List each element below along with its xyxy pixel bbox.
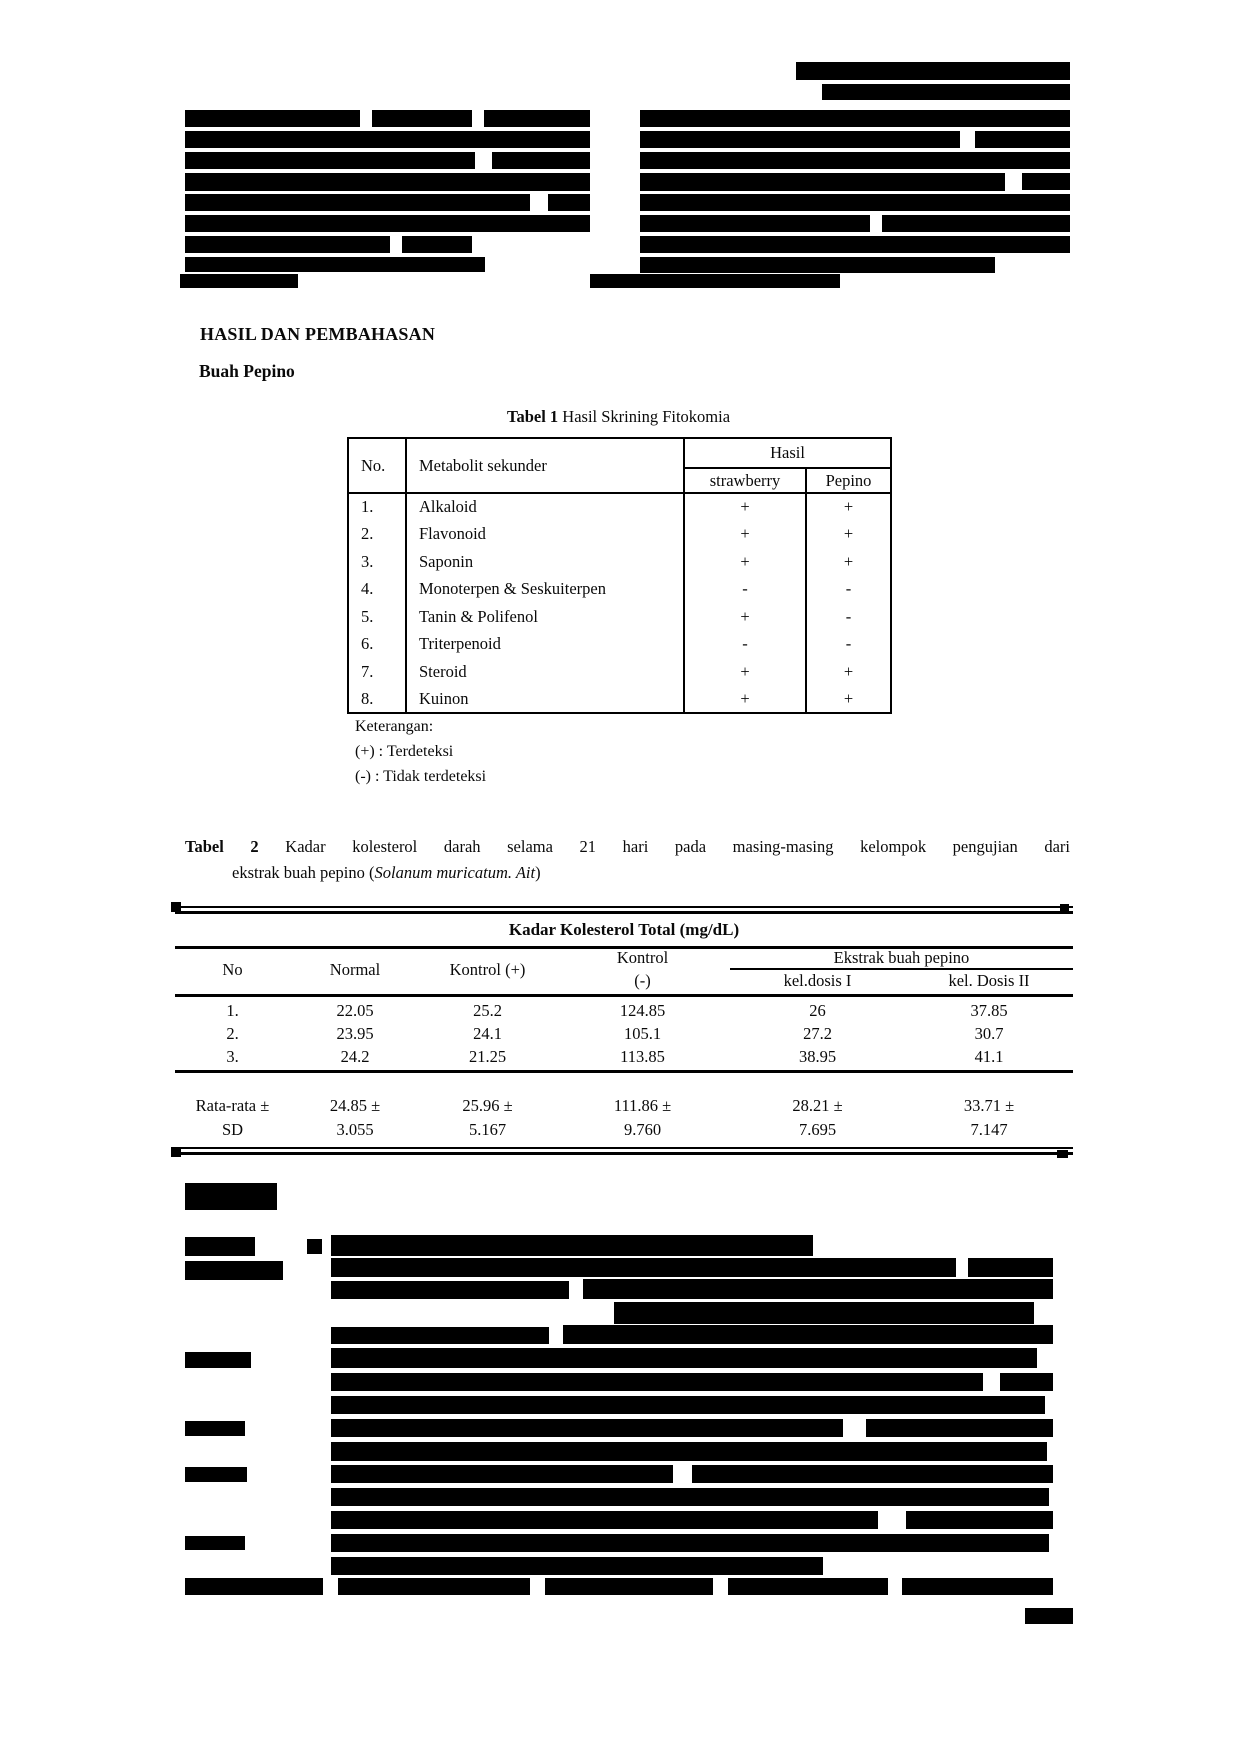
redacted-text bbox=[640, 215, 870, 232]
t2-summary-mean: 25.96 ± bbox=[462, 1096, 513, 1115]
table-row bbox=[348, 521, 891, 549]
redacted-text bbox=[583, 1279, 1053, 1299]
t2-cell: 1. bbox=[226, 1001, 239, 1020]
table2-bottom-rule-thick bbox=[175, 1152, 1073, 1155]
redacted-text bbox=[484, 110, 590, 127]
table-row bbox=[348, 686, 891, 714]
t2-header-dosis2: kel. Dosis II bbox=[948, 971, 1030, 990]
redacted-text bbox=[331, 1281, 569, 1299]
table-row bbox=[348, 493, 891, 521]
table-row bbox=[348, 658, 891, 686]
t1-cell-pepino: + bbox=[806, 686, 891, 714]
t1-cell-metabolite: Flavonoid bbox=[406, 521, 684, 549]
t1-cell-no: 3. bbox=[348, 548, 406, 576]
redacted-text bbox=[906, 1511, 1053, 1529]
table-row bbox=[175, 999, 1073, 1022]
t1-cell-strawberry: + bbox=[684, 658, 806, 686]
table-row bbox=[175, 1045, 1073, 1068]
table1-caption-label: Tabel 1 bbox=[506, 407, 559, 426]
t1-header-strawberry: strawberry bbox=[684, 468, 806, 493]
t2-cell: 22.05 bbox=[336, 1001, 374, 1020]
table1-note-minus: (-) : Tidak terdeteksi bbox=[355, 768, 487, 785]
redacted-text bbox=[185, 1352, 251, 1368]
t2-summary-dosis1 bbox=[730, 1094, 905, 1142]
redacted-text bbox=[185, 257, 485, 272]
t2-cell: 3. bbox=[226, 1047, 239, 1066]
redacted-text bbox=[563, 1325, 1053, 1344]
redacted-text bbox=[402, 236, 472, 253]
redacted-text bbox=[185, 1237, 255, 1256]
redacted-text bbox=[331, 1419, 843, 1437]
redacted-text bbox=[1000, 1373, 1053, 1391]
t1-cell-pepino: - bbox=[806, 576, 891, 604]
species-name-italic: Solanum muricatum. Ait bbox=[374, 863, 536, 882]
redacted-text bbox=[185, 152, 475, 169]
t1-cell-strawberry: + bbox=[684, 493, 806, 521]
table1-note-plus: (+) : Terdeteksi bbox=[355, 743, 454, 760]
redacted-text bbox=[545, 1578, 713, 1595]
redacted-text bbox=[185, 1467, 247, 1482]
t2-header-kontrol-plus: Kontrol (+) bbox=[449, 960, 526, 979]
t1-cell-metabolite: Tanin & Polifenol bbox=[406, 603, 684, 631]
t1-cell-pepino: + bbox=[806, 493, 891, 521]
t1-cell-pepino: + bbox=[806, 658, 891, 686]
table2-title: Kadar Kolesterol Total (mg/dL) bbox=[508, 920, 740, 939]
redacted-text bbox=[331, 1348, 1037, 1368]
table2-caption-line1 bbox=[185, 834, 1070, 860]
t2-header-kontrol-minus-line2: (-) bbox=[634, 971, 651, 990]
redacted-text bbox=[492, 152, 590, 169]
table2-caption-label: Tabel 2 bbox=[185, 837, 259, 856]
t2-summary-label bbox=[175, 1094, 290, 1142]
redacted-text bbox=[331, 1488, 1049, 1506]
t2-header-ekstrak-group: Ekstrak buah pepino bbox=[833, 948, 970, 967]
redacted-text bbox=[882, 215, 1070, 232]
t2-cell: 30.7 bbox=[974, 1024, 1004, 1043]
t2-cell: 37.85 bbox=[970, 1001, 1008, 1020]
t2-header-normal: Normal bbox=[329, 960, 381, 979]
redacted-text bbox=[185, 1183, 277, 1210]
t1-cell-no: 1. bbox=[348, 493, 406, 521]
table2-rule-under-header bbox=[175, 994, 1073, 997]
t2-cell: 27.2 bbox=[803, 1024, 832, 1043]
t1-cell-metabolite: Kuinon bbox=[406, 686, 684, 714]
t2-summary-sd: 3.055 bbox=[336, 1120, 374, 1139]
redacted-text bbox=[185, 1421, 245, 1436]
table-row bbox=[348, 576, 891, 604]
t1-cell-pepino: - bbox=[806, 631, 891, 659]
t2-cell: 2. bbox=[226, 1024, 239, 1043]
redacted-text bbox=[307, 1239, 322, 1254]
redacted-text bbox=[331, 1396, 1045, 1414]
redacted-text bbox=[185, 1578, 323, 1595]
redacted-text bbox=[331, 1235, 813, 1256]
t2-summary-mean: 24.85 ± bbox=[329, 1096, 381, 1115]
t1-cell-metabolite: Saponin bbox=[406, 548, 684, 576]
t1-cell-metabolite: Triterpenoid bbox=[406, 631, 684, 659]
t1-cell-no: 2. bbox=[348, 521, 406, 549]
t1-cell-strawberry: - bbox=[684, 631, 806, 659]
table2-kolesterol bbox=[175, 900, 1073, 1162]
table2-bottom-rule-thin bbox=[175, 1147, 1073, 1149]
t1-cell-pepino: - bbox=[806, 603, 891, 631]
redacted-text bbox=[331, 1557, 823, 1575]
t2-cell: 105.1 bbox=[623, 1024, 662, 1043]
t2-summary-mean: 28.21 ± bbox=[792, 1096, 843, 1115]
redacted-text bbox=[185, 236, 390, 253]
t1-header-hasil: Hasil bbox=[684, 438, 891, 468]
t1-cell-strawberry: + bbox=[684, 603, 806, 631]
table2-top-rule-thick bbox=[175, 911, 1073, 914]
t2-summary-sd: 9.760 bbox=[623, 1120, 662, 1139]
t2-summary-sd: 7.147 bbox=[970, 1120, 1008, 1139]
t2-cell: 26 bbox=[809, 1001, 826, 1020]
redacted-text bbox=[902, 1578, 1053, 1595]
t2-summary-normal bbox=[290, 1094, 420, 1142]
redacted-text bbox=[331, 1465, 673, 1483]
t1-cell-metabolite: Alkaloid bbox=[406, 493, 684, 521]
t2-summary-kontrol-plus bbox=[420, 1094, 555, 1142]
table1-skrining-fitokimia bbox=[347, 437, 892, 714]
subsection-heading: Buah Pepino bbox=[199, 361, 295, 381]
table2-caption-line2-text: ekstrak buah pepino ( bbox=[232, 863, 375, 882]
redacted-text bbox=[331, 1373, 983, 1391]
t2-header-dosis1: kel.dosis I bbox=[783, 971, 852, 990]
t2-cell: 24.2 bbox=[340, 1047, 370, 1066]
t1-cell-strawberry: + bbox=[684, 521, 806, 549]
redacted-text bbox=[185, 215, 590, 232]
t2-summary-dosis2 bbox=[905, 1094, 1073, 1142]
t2-summary-mean: 111.86 ± bbox=[613, 1096, 672, 1115]
t2-cell: 24.1 bbox=[473, 1024, 502, 1043]
redacted-text bbox=[548, 194, 590, 211]
t2-cell: 41.1 bbox=[974, 1047, 1004, 1066]
table1-caption bbox=[347, 407, 890, 427]
t1-cell-no: 8. bbox=[348, 686, 406, 714]
redacted-text bbox=[692, 1465, 1053, 1483]
redacted-text bbox=[640, 236, 1070, 253]
table2-caption-text: Kadar kolesterol darah selama 21 hari pada masing-masing kelompok pengujian dari bbox=[258, 837, 1071, 856]
redacted-text bbox=[331, 1534, 1049, 1552]
redacted-text bbox=[331, 1327, 549, 1344]
redacted-text bbox=[640, 194, 1070, 211]
t1-cell-no: 7. bbox=[348, 658, 406, 686]
t2-cell: 113.85 bbox=[620, 1047, 665, 1066]
t2-summary-label-line2: SD bbox=[221, 1120, 244, 1139]
redacted-text bbox=[185, 194, 530, 211]
redacted-text bbox=[180, 274, 298, 288]
redacted-text bbox=[640, 110, 1070, 127]
table-row bbox=[348, 548, 891, 576]
t2-summary-kontrol-minus bbox=[555, 1094, 730, 1142]
t2-summary-mean: 33.71 ± bbox=[963, 1096, 1015, 1115]
redacted-text bbox=[590, 274, 840, 288]
t2-cell: 25.2 bbox=[473, 1001, 502, 1020]
t2-cell: 23.95 bbox=[336, 1024, 374, 1043]
redacted-text bbox=[1022, 173, 1070, 190]
t1-cell-metabolite: Monoterpen & Seskuiterpen bbox=[406, 576, 684, 604]
redacted-text bbox=[728, 1578, 888, 1595]
table-row bbox=[175, 1022, 1073, 1045]
table1-notes bbox=[355, 714, 486, 789]
redacted-text bbox=[975, 131, 1070, 148]
t1-cell-no: 6. bbox=[348, 631, 406, 659]
t2-header-kontrol-minus-line1: Kontrol bbox=[616, 948, 669, 967]
table1-note-keterangan: Keterangan: bbox=[355, 718, 434, 735]
t2-summary-label-line1: Rata-rata ± bbox=[195, 1096, 270, 1115]
redacted-text bbox=[968, 1258, 1053, 1277]
t1-cell-strawberry: + bbox=[684, 548, 806, 576]
redacted-text bbox=[185, 173, 590, 191]
t2-cell: 38.95 bbox=[798, 1047, 837, 1066]
redacted-text bbox=[1025, 1608, 1073, 1624]
table-row bbox=[348, 631, 891, 659]
section-heading: HASIL DAN PEMBAHASAN bbox=[200, 324, 436, 344]
t1-header-no: No. bbox=[348, 438, 406, 493]
redacted-text bbox=[185, 110, 360, 127]
redacted-text bbox=[866, 1419, 1053, 1437]
redacted-text bbox=[331, 1511, 878, 1529]
redacted-text bbox=[185, 1536, 245, 1550]
t2-cell: 21.25 bbox=[468, 1047, 507, 1066]
t1-cell-pepino: + bbox=[806, 521, 891, 549]
t1-cell-strawberry: + bbox=[684, 686, 806, 714]
redacted-text bbox=[822, 84, 1070, 100]
table2-rule-under-data bbox=[175, 1070, 1073, 1073]
redacted-text bbox=[372, 110, 472, 127]
redacted-text bbox=[796, 62, 1070, 80]
redacted-text bbox=[640, 152, 1070, 169]
table2-caption-line2 bbox=[232, 860, 1070, 886]
redacted-text bbox=[614, 1302, 1034, 1324]
redacted-text bbox=[338, 1578, 530, 1595]
redacted-text bbox=[185, 1261, 283, 1280]
t1-cell-no: 5. bbox=[348, 603, 406, 631]
t2-summary-sd: 7.695 bbox=[798, 1120, 837, 1139]
table-row bbox=[348, 603, 891, 631]
t2-header-no: No bbox=[222, 960, 243, 979]
redacted-text bbox=[640, 257, 995, 273]
redacted-text bbox=[331, 1258, 956, 1277]
t1-cell-metabolite: Steroid bbox=[406, 658, 684, 686]
t1-cell-strawberry: - bbox=[684, 576, 806, 604]
table1-caption-text: Hasil Skrining Fitokomia bbox=[558, 407, 731, 426]
t1-header-pepino: Pepino bbox=[806, 468, 891, 493]
table2-top-rule-thin bbox=[175, 906, 1073, 908]
redacted-text bbox=[185, 131, 590, 148]
t1-header-metabolite: Metabolit sekunder bbox=[406, 438, 684, 493]
redacted-text bbox=[331, 1442, 1047, 1461]
t1-cell-pepino: + bbox=[806, 548, 891, 576]
redacted-text bbox=[640, 131, 960, 148]
redacted-text bbox=[640, 173, 1005, 191]
t2-summary-sd: 5.167 bbox=[468, 1120, 507, 1139]
table2-summary-row bbox=[175, 1094, 1073, 1142]
table2-caption-line2-close: ) bbox=[535, 863, 541, 882]
table2-caption bbox=[185, 834, 1070, 886]
t2-cell: 124.85 bbox=[619, 1001, 666, 1020]
t1-cell-no: 4. bbox=[348, 576, 406, 604]
